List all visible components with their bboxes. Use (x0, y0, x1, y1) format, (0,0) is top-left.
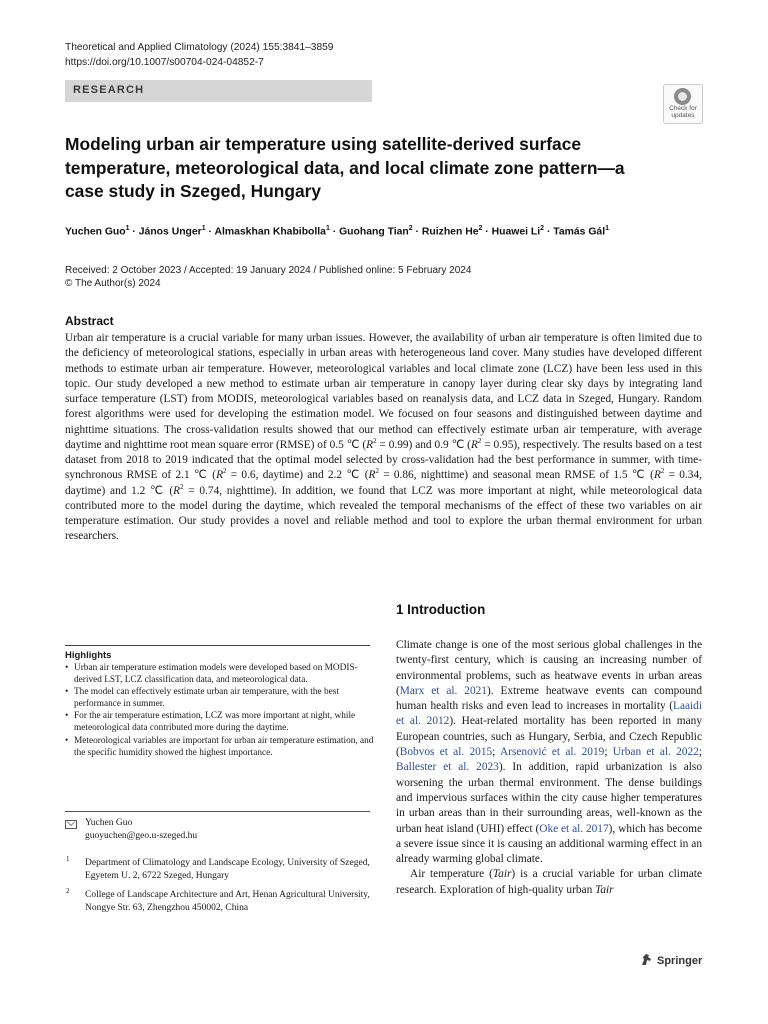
publisher-footer (640, 953, 702, 967)
highlight-item: • Meteorological variables are important for urban air temperature estimation, and the specific humidity showed the highest importance. (65, 735, 374, 758)
journal-citation: Theoretical and Applied Climatology (2024) 155:3841–3859 (65, 42, 334, 53)
affiliation-1: Department of Climatology and Landscape Ecology, University of Szeged, Egyetem U. 2, 6722 Szeged, Hungary (85, 858, 370, 881)
citation-link[interactable]: Oke et al. 2017 (539, 822, 609, 835)
author-name[interactable]: Yuchen Guo (65, 226, 126, 238)
journal-header (65, 40, 333, 70)
dates-line: Received: 2 October 2023 / Accepted: 19 January 2024 / Published online: 5 February 2024 (65, 265, 472, 276)
introduction-text (396, 638, 702, 898)
abstract-text: Urban air temperature is a crucial variable for many urban issues. However, the availability of urban air temperature is often limited due to the deficiency of meteorological stations, especially in urban areas with heterogeneous land cover. Many studies have developed different methods to estimate urban air temperature. However, meteorological variables and local climate zone (LCZ) have been less used in this topic. Our study developed a new method to estimate urban air temperature in canopy layer during clear sky days by integrating land surface temperature (LST) from MODIS, meteorological variables based on reanalysis data, and LCZ data in Szeged, Hungary. Random forest algorithms were used for developing the estimation model. We focused on four seasons and distinguished between daytime and nighttime situations. The cross-validation results showed that our method can effectively estimate urban air temperature, with average daytime and nighttime root mean square error (RMSE) of 0.5 ℃ $(R^2 = 0.99)$ and 0.9 ℃ $(R^2 = 0.95)$, respectively. The results based on a test dataset from 2018 to 2019 indicated that the optimal model selected by cross-validation had the best performance in summer, with time-synchronous RMSE of 2.1 ℃ ($R^2 = 0.6$, daytime) and 2.2 ℃ ($R^2 = 0.86$, nighttime) and seasonal mean RMSE of 1.5 ℃ ($R^2 = 0.34$, daytime) and 1.2 ℃ ($R^2 = 0.74$, nighttime). In addition, we found that LCZ was more important at night, while meteorological data contributed more to the model during the daytime, which revealed the temporal mechanisms of the effect of these two variables on air temperature estimation. Our study provides a novel and reliable method and tool to explore the urban thermal environment for urban researchers. (65, 332, 703, 543)
highlight-item: • Urban air temperature estimation models were developed based on MODIS-derived LST, LCZ classification data, and meteorological data. (65, 663, 358, 686)
check-for-updates-badge[interactable] (663, 84, 703, 124)
author-name[interactable]: János Unger (138, 226, 202, 238)
highlights-heading: Highlights (65, 650, 112, 661)
highlights-list (65, 662, 375, 759)
affiliation-number: 1 (66, 855, 70, 863)
citation-link[interactable]: Bobvos et al. 2015 (399, 746, 493, 759)
footnote-divider (65, 811, 370, 812)
highlight-item: • For the air temperature estimation, LCZ was more important at night, while meteorological data contributed more during the daytime. (65, 711, 356, 734)
abstract-heading: Abstract (65, 314, 114, 328)
copyright-line: © The Author(s) 2024 (65, 278, 161, 289)
author-name[interactable]: Almaskhan Khabibolla (214, 226, 326, 238)
intro-paragraph: Climate change is one of the most serious global challenges in the twenty-first century, which is causing an increasing number of environmental problems, such as heatwave events in urban areas (Marx et al. 2021). Extreme heatwave events can compound human health risks and even lead to increases in mortality (Laaidi et al. 2012). Heat-related mortality has been reported in many European countries, such as Hungary, Serbia, and Czech Republic (Bobvos et al. 2015; Arsenović et al. 2019; Urban et al. 2022; Ballester et al. 2023). In addition, rapid urbanization is also worsening the urban thermal environment. The dense buildings and impervious surfaces within the city cause higher temperatures in urban areas than in their surrounding areas, well-known as the urban heat island (UHI) effect (Oke et al. 2017), which has become a severe issue since it is causing an additional warming effect in an already warming global climate. (396, 639, 703, 866)
publication-dates (65, 264, 471, 290)
affiliation-number: 2 (66, 887, 70, 895)
citation-link[interactable]: Ballester et al. 2023 (396, 761, 499, 774)
badge-text: Check for updates (669, 105, 697, 119)
corresponding-email[interactable]: guoyuchen@geo.u-szeged.hu (85, 831, 198, 841)
citation-link[interactable]: Arsenović et al. 2019 (499, 746, 605, 759)
corresponding-author: Yuchen Guo (85, 818, 133, 828)
springer-horse-icon (640, 953, 653, 966)
author-name[interactable]: Huawei Li (491, 226, 541, 238)
intro-paragraph: Air temperature (Tair) is a crucial variable for urban climate research. Exploration of high-quality urban Tair (396, 868, 702, 896)
section-label: RESEARCH (73, 84, 145, 96)
paper-title: Modeling urban air temperature using satellite-derived surface temperature, meteorological data, and local climate zone pattern—a case study in Szeged, Hungary (65, 134, 625, 201)
author-name[interactable]: Ruizhen He (421, 226, 479, 238)
citation-link[interactable]: Marx et al. 2021 (399, 684, 487, 697)
section-heading-introduction: 1 Introduction (396, 602, 486, 617)
author-list: Yuchen Guo$^1$ · János Unger$^1$ · Almaskhan Khabibolla$^1$ · Guohang Tian$^2$ · Ruizhen He$^2$ · Huawei Li$^2$ · Tamás Gál$^1$ (65, 225, 609, 238)
publisher-name: Springer (657, 955, 703, 967)
author-name[interactable]: Guohang Tian (339, 226, 409, 238)
citation-link[interactable]: Urban et al. 2022 (612, 746, 699, 759)
author-name[interactable]: Tamás Gál (553, 226, 606, 238)
check-updates-icon (674, 88, 691, 105)
doi-link[interactable]: https://doi.org/10.1007/s00704-024-04852-7 (65, 57, 264, 68)
envelope-icon (65, 820, 77, 829)
highlights-divider (65, 645, 370, 646)
affiliation-2: College of Landscape Architecture and Art, Henan Agricultural University, Nongye Str. 63, Zhengzhou 450002, China (85, 890, 370, 913)
citation-link[interactable]: Laaidi et al. 2012 (396, 700, 702, 728)
section-bar (65, 80, 372, 102)
highlight-item: • The model can effectively estimate urban air temperature, with the best performance in summer. (65, 687, 339, 710)
